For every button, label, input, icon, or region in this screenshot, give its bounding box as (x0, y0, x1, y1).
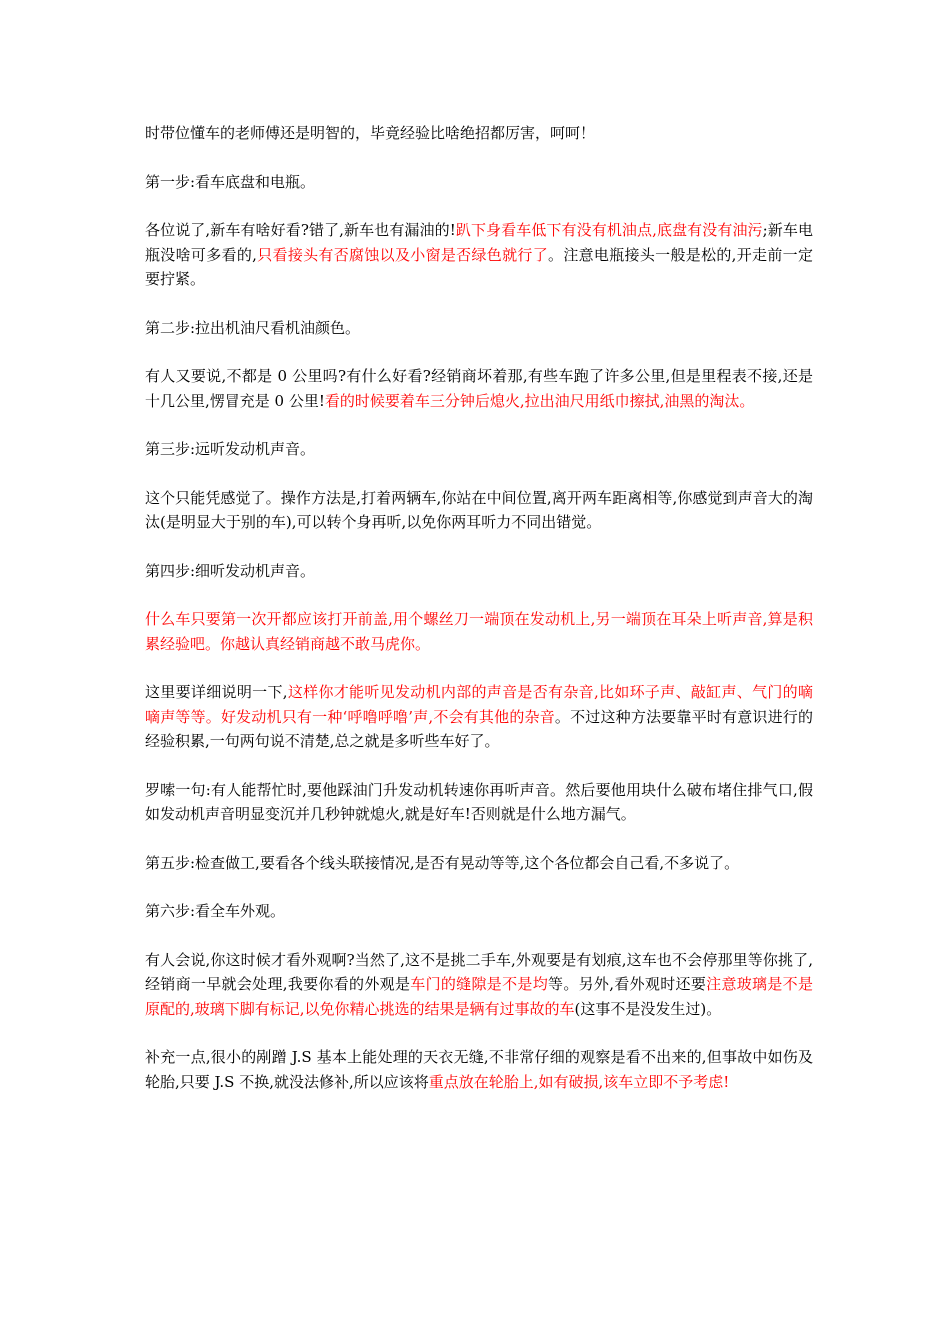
text-run: 有人会说,你这时候才看外观啊?当然了,这不是挑二手车,外观要是有划痕,这车也不会停那里等你挑了,经销商一早就会处理,我要你看的外观是 (145, 950, 813, 993)
highlight-run: 什么车只要第一次开都应该打开前盖,用个螺丝刀一端顶在发动机上,另一端顶在耳朵上听声音,算是积累经验吧。你越认真经销商越不敢马虎你。 (145, 610, 813, 653)
text-run: 第六步:看全车外观。 (145, 902, 286, 920)
text-run: 罗嗦一句:有人能帮忙时,要他踩油门升发动机转速你再听声音。然后要他用块什么破布堵住排气口,假如发动机声音明显变沉并几秒钟就熄火,就是好车!否则就是什么地方漏气。 (145, 780, 813, 823)
paragraph-step-1-heading (145, 170, 813, 195)
text-run: (这事不是没发生过)。 (574, 999, 722, 1018)
paragraph-step-6-heading (145, 899, 813, 924)
text-run: 第二步:拉出机油尺看机油颜色。 (145, 318, 361, 337)
paragraph-step-2-body (145, 364, 813, 413)
paragraph-step-3-body (145, 486, 813, 535)
text-run: 。注意电瓶接头一般是松的,开走前一定要拧紧。 (145, 245, 813, 288)
text-run: 等。另外,看外观时还要 (548, 975, 707, 993)
paragraph-step-1-body (145, 218, 813, 292)
paragraph-step-6-body (145, 948, 813, 1022)
paragraph-step-5 (145, 851, 813, 876)
text-run: 这个只能凭感觉了。操作方法是,打着两辆车,你站在中间位置,离开两车距离相等,你感觉到声音大的淘汰(是明显大于别的车),可以转个身再听,以免你两耳听力不同出错觉。 (145, 488, 813, 531)
text-run: 这里要详细说明一下, (145, 683, 288, 701)
highlight-run: 重点放在轮胎上,如有破损,该车立即不予考虑! (428, 1072, 730, 1091)
text-run: 第五步:检查做工,要看各个线头联接情况,是否有晃动等等,这个各位都会自己看,不多说了。 (145, 853, 740, 872)
paragraph-step-4-extra (145, 778, 813, 827)
highlight-run: 这样你才能听见发动机内部的声音是否有杂音,比如环子声、敲缸声、气门的嘀嘀声等等。好发动机只有一种‘呼噜呼噜’声,不会有其他的杂音 (145, 683, 813, 726)
text-run: 第一步:看车底盘和电瓶。 (145, 172, 316, 191)
paragraph-supplement (145, 1045, 813, 1094)
text-run: 第三步:远听发动机声音。 (145, 440, 316, 458)
paragraph-step-4-detail (145, 680, 813, 754)
document-body (145, 121, 813, 1118)
text-run: 有人又要说,不都是 0 公里吗?有什么好看?经销商坏着那,有些车跑了许多公里,但是里程表不接,还是十几公里,愣冒充是 0 公里! (145, 367, 813, 410)
highlight-run: 看的时候要着车三分钟后熄火,拉出油尺用纸巾擦拭,油黑的淘汰。 (324, 391, 755, 410)
paragraph-step-4-body (145, 607, 813, 656)
text-run: 第四步:细听发动机声音。 (145, 561, 316, 580)
text-run: 时带位懂车的老师傅还是明智的，毕竟经验比啥绝招都厉害，呵呵！ (145, 124, 596, 142)
text-run: ;新车电瓶没啥可多看的, (145, 221, 814, 264)
highlight-run: 车门的缝隙是不是均 (410, 975, 549, 993)
text-run: 。不过这种方法要靠平时有意识进行的经验积累,一句两句说不清楚,总之就是多听些车好了。 (145, 707, 813, 750)
text-run: 各位说了,新车有啥好看?错了,新车也有漏油的! (145, 221, 456, 239)
highlight-run: 趴下身看车低下有没有机油点,底盘有没有油污 (455, 221, 763, 239)
paragraph-step-3-heading (145, 437, 813, 462)
paragraph-step-2-heading (145, 316, 813, 341)
paragraph-step-4-heading (145, 559, 813, 584)
paragraph-intro (145, 121, 813, 146)
text-run: 补充一点,很小的剐蹭 J.S 基本上能处理的天衣无缝,不非常仔细的观察是看不出来的,但事故中如伤及轮胎,只要 J.S 不换,就没法修补,所以应该将 (145, 1048, 813, 1091)
highlight-run: 注意玻璃是不是原配的,玻璃下脚有标记,以免你精心挑选的结果是辆有过事故的车 (145, 975, 813, 1018)
highlight-run: 只看接头有否腐蚀以及小窗是否绿色就行了 (256, 245, 549, 264)
